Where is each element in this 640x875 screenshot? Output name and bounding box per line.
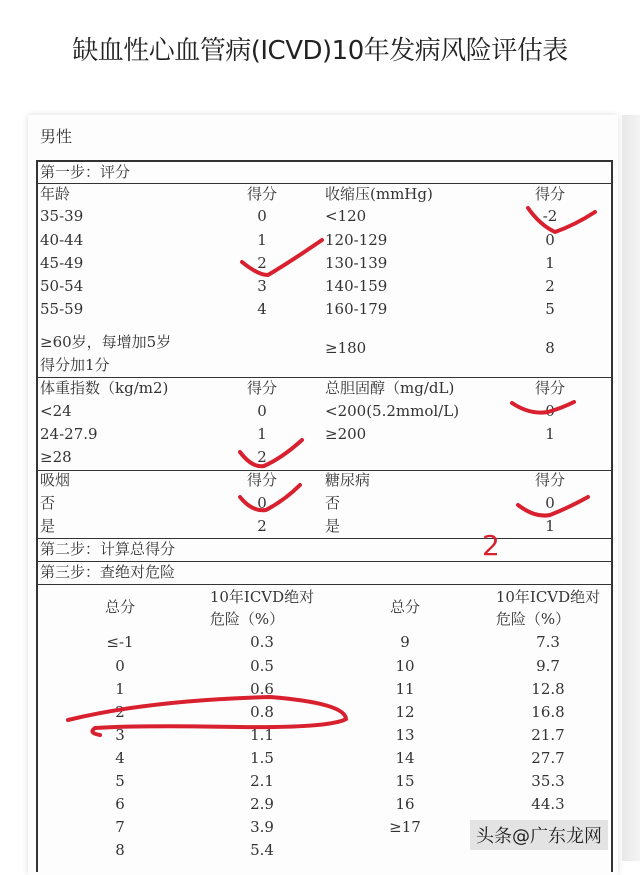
sbp-range: <120	[325, 207, 367, 225]
risk-percent: 9.7	[536, 657, 560, 675]
sbp-score: 1	[545, 254, 555, 272]
age-score-header: 得分	[246, 185, 278, 203]
table-divider	[36, 584, 611, 585]
age-score: 0	[257, 207, 267, 225]
diabetes-score-header: 得分	[534, 471, 566, 489]
risk-total: 8	[115, 841, 125, 859]
sbp-range: 140-159	[325, 277, 388, 295]
risk-header: 10年ICVD绝对	[495, 588, 601, 606]
sbp-range: ≥180	[325, 339, 367, 357]
table-divider	[36, 538, 611, 539]
risk-percent: 1.5	[250, 749, 274, 767]
age-extra-note: ≥60岁，每增加5岁	[40, 333, 172, 351]
bmi-score: 0	[257, 402, 267, 420]
chol-score: 0	[545, 402, 555, 420]
risk-total-header: 总分	[389, 598, 421, 616]
risk-total: 15	[395, 772, 415, 790]
bmi-range: 24-27.9	[40, 425, 98, 443]
smoke-header: 吸烟	[40, 471, 71, 489]
sbp-score: 8	[545, 339, 555, 357]
diabetes-option: 是	[325, 517, 341, 535]
chol-range: <200(5.2mmol/L)	[325, 402, 460, 420]
bmi-score: 2	[257, 448, 267, 466]
risk-percent: 0.5	[250, 657, 274, 675]
step2-label: 第二步：计算总得分	[40, 540, 176, 558]
bmi-header: 体重指数（kg/m2)	[40, 379, 169, 397]
smoke-score-header: 得分	[246, 471, 278, 489]
risk-total: 7	[115, 818, 125, 836]
sbp-score: 2	[545, 277, 555, 295]
page-edge	[622, 115, 640, 861]
age-score: 1	[257, 231, 267, 249]
risk-header: 10年ICVD绝对	[209, 588, 315, 606]
risk-header-2: 危险（%）	[209, 610, 285, 628]
risk-percent: 16.8	[531, 703, 565, 721]
age-range: 40-44	[40, 231, 84, 249]
diabetes-header: 糖尿病	[325, 471, 371, 489]
smoke-option: 是	[40, 517, 56, 535]
sbp-score: 0	[545, 231, 555, 249]
chol-score-header: 得分	[534, 379, 566, 397]
bmi-range: <24	[40, 402, 72, 420]
risk-total: 11	[395, 680, 415, 698]
smoke-score: 0	[257, 494, 267, 512]
risk-percent: 0.8	[250, 703, 274, 721]
risk-total: 6	[115, 795, 125, 813]
risk-percent: 27.7	[531, 749, 565, 767]
risk-total: 16	[395, 795, 415, 813]
age-header: 年龄	[40, 185, 71, 203]
step3-label: 第三步：查绝对危险	[40, 563, 176, 581]
age-score: 4	[257, 300, 267, 318]
risk-total: ≤-1	[106, 633, 134, 651]
risk-percent: 0.3	[250, 633, 274, 651]
sbp-score-header: 得分	[534, 185, 566, 203]
table-divider	[36, 377, 611, 378]
bmi-score-header: 得分	[246, 379, 278, 397]
risk-total: 0	[115, 657, 125, 675]
risk-total: 13	[395, 726, 415, 744]
page-title: 缺血性心血管病(ICVD)10年发病风险评估表	[72, 36, 568, 66]
table-divider	[36, 561, 611, 562]
sbp-score: 5	[545, 300, 555, 318]
age-score: 3	[257, 277, 267, 295]
risk-total: 10	[395, 657, 415, 675]
chol-score: 1	[545, 425, 555, 443]
risk-total: 3	[115, 726, 125, 744]
chol-range: ≥200	[325, 425, 367, 443]
risk-total: 4	[115, 749, 125, 767]
sbp-header: 收缩压(mmHg)	[325, 185, 433, 203]
age-range: 50-54	[40, 277, 84, 295]
bmi-range: ≥28	[40, 448, 72, 466]
age-score: 2	[257, 254, 267, 272]
diabetes-option: 否	[325, 494, 341, 512]
risk-percent: 1.1	[250, 726, 274, 744]
diabetes-score: 1	[545, 517, 555, 535]
risk-percent: 5.4	[250, 841, 274, 859]
gender-label: 男性	[40, 127, 73, 146]
risk-total: 9	[400, 633, 410, 651]
bmi-score: 1	[257, 425, 267, 443]
risk-percent: 7.3	[536, 633, 560, 651]
age-extra-note-2: 得分加1分	[40, 356, 110, 374]
risk-percent: 2.1	[250, 772, 274, 790]
table-divider	[36, 470, 611, 471]
sbp-range: 130-139	[325, 254, 388, 272]
risk-percent: 35.3	[531, 772, 565, 790]
risk-total: 12	[395, 703, 415, 721]
risk-percent: 21.7	[531, 726, 565, 744]
age-range: 35-39	[40, 207, 84, 225]
risk-total-header: 总分	[104, 598, 136, 616]
sbp-score: -2	[542, 207, 558, 225]
chol-header: 总胆固醇（mg/dL)	[325, 379, 455, 397]
risk-total: 1	[115, 680, 125, 698]
age-range: 55-59	[40, 300, 84, 318]
sbp-range: 160-179	[325, 300, 388, 318]
age-range: 45-49	[40, 254, 84, 272]
risk-total: 5	[115, 772, 125, 790]
smoke-option: 否	[40, 494, 56, 512]
risk-total: ≥17	[389, 818, 421, 836]
risk-percent: 44.3	[531, 795, 565, 813]
table-divider	[36, 183, 611, 184]
step1-label: 第一步：评分	[40, 163, 131, 181]
watermark: 头条@广东龙网	[470, 820, 608, 850]
risk-total: 2	[115, 703, 125, 721]
smoke-score: 2	[257, 517, 267, 535]
sbp-range: 120-129	[325, 231, 388, 249]
risk-percent: 12.8	[531, 680, 565, 698]
risk-percent: 3.9	[250, 818, 274, 836]
handwritten-total: 2	[482, 529, 500, 562]
diabetes-score: 0	[545, 494, 555, 512]
risk-percent: 0.6	[250, 680, 274, 698]
risk-header-2: 危险（%）	[495, 610, 571, 628]
risk-percent: 2.9	[250, 795, 274, 813]
risk-total: 14	[395, 749, 415, 767]
